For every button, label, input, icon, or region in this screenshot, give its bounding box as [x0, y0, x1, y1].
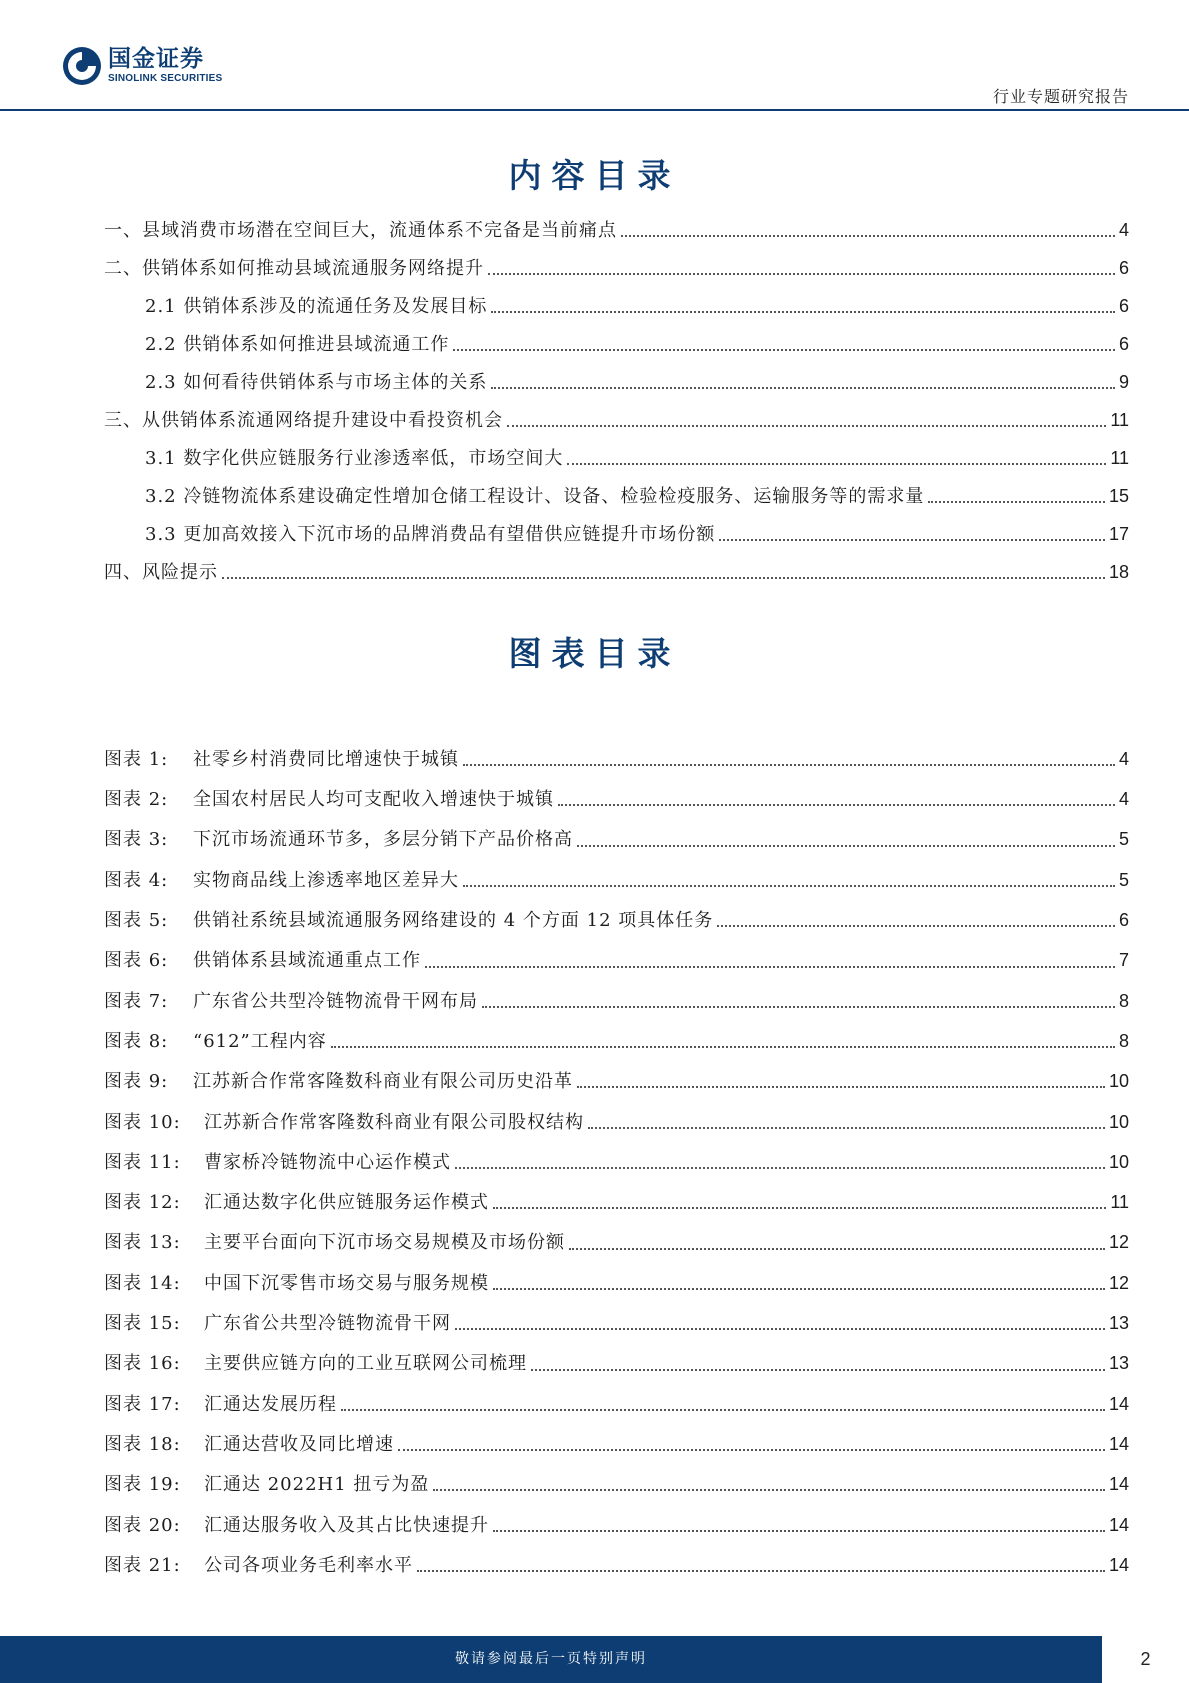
figure-entry-label: 图表 3: — [104, 829, 169, 851]
dot-leader — [493, 1288, 1105, 1290]
dot-leader — [453, 349, 1115, 351]
toc-entry[interactable] — [104, 251, 1129, 281]
toc-entry[interactable] — [145, 365, 1129, 395]
figure-entry-label: 图表 19: — [104, 1474, 181, 1496]
toc-entry-text: 三、从供销体系流通网络提升建设中看投资机会 — [104, 409, 503, 431]
figure-entry[interactable] — [104, 984, 1129, 1014]
figure-entry[interactable] — [104, 1508, 1129, 1538]
dot-leader — [491, 387, 1115, 389]
dot-leader — [433, 1489, 1105, 1491]
figure-entry[interactable] — [104, 1467, 1129, 1497]
figure-entry-page: 14 — [1108, 1554, 1129, 1575]
figure-entry-text: 下沉市场流通环节多，多层分销下产品价格高 — [193, 829, 573, 851]
toc-entry-text: 一、县域消费市场潜在空间巨大，流通体系不完备是当前痛点 — [104, 219, 617, 241]
figure-entry-text: 供销社系统县域流通服务网络建设的 4 个方面 12 项具体任务 — [193, 910, 714, 931]
figure-entry-label: 图表 7: — [104, 990, 169, 1012]
dot-leader — [455, 1328, 1105, 1330]
dot-leader — [567, 463, 1106, 465]
figure-entry-page: 13 — [1108, 1313, 1129, 1333]
figure-entry[interactable] — [104, 782, 1129, 812]
figure-entry-label: 图表 10: — [104, 1111, 181, 1133]
figure-entry-page: 6 — [1118, 910, 1129, 930]
contents-title: 内容目录 — [508, 156, 681, 195]
figure-entry-text: 社零乡村消费同比增速快于城镇 — [193, 748, 459, 770]
figure-entry-label: 图表 5: — [104, 910, 169, 931]
figure-entry-page: 12 — [1108, 1232, 1129, 1253]
toc-entry-text: 3.3 更加高效接入下沉市场的品牌消费品有望借供应链提升市场份额 — [145, 523, 716, 545]
dot-leader — [455, 1167, 1105, 1169]
figure-entry-text: 汇通达发展历程 — [204, 1393, 337, 1415]
figure-entry-label: 图表 8: — [104, 1030, 169, 1052]
dot-leader — [588, 1127, 1105, 1129]
sinolink-logo-icon — [62, 46, 102, 86]
logo-chinese-name: 国金证券 — [108, 46, 204, 72]
figure-entry[interactable] — [104, 1185, 1129, 1215]
figure-entry-page: 14 — [1108, 1514, 1129, 1535]
figure-entry-text: 江苏新合作常客隆数科商业有限公司股权结构 — [204, 1111, 584, 1133]
figure-entry-text: 主要供应链方向的工业互联网公司梳理 — [204, 1353, 527, 1375]
dot-leader — [577, 845, 1115, 847]
toc-entry-page: 6 — [1118, 257, 1129, 278]
dot-leader — [493, 1207, 1106, 1209]
toc-entry-page: 4 — [1118, 219, 1129, 240]
dot-leader — [488, 273, 1115, 275]
toc-entry-text: 2.2 供销体系如何推进县域流通工作 — [145, 333, 450, 355]
toc-entry[interactable] — [104, 213, 1129, 243]
figure-entry[interactable] — [104, 1105, 1129, 1135]
figure-entry-page: 8 — [1118, 990, 1129, 1011]
figure-entry-label: 图表 21: — [104, 1554, 181, 1576]
toc-entry-page: 15 — [1108, 485, 1129, 506]
toc-entry-text: 3.1 数字化供应链服务行业渗透率低，市场空间大 — [145, 447, 564, 469]
figure-entry-page: 14 — [1108, 1433, 1129, 1454]
figure-entry-page: 11 — [1110, 1192, 1129, 1213]
toc-entry-page: 6 — [1118, 333, 1129, 354]
figure-entry[interactable] — [104, 1347, 1129, 1377]
toc-entry-page: 11 — [1110, 409, 1129, 430]
report-type-label: 行业专题研究报告 — [992, 87, 1129, 106]
toc-entry[interactable] — [145, 327, 1129, 357]
dot-leader — [341, 1409, 1105, 1411]
toc-entry-page: 11 — [1110, 447, 1129, 468]
figure-entry[interactable] — [104, 944, 1129, 974]
figure-entry-label: 图表 14: — [104, 1272, 181, 1294]
dot-leader — [417, 1570, 1105, 1572]
figure-entry-text: 曹家桥冷链物流中心运作模式 — [204, 1151, 451, 1173]
figure-entry-page: 4 — [1118, 748, 1129, 769]
figure-entry-label: 图表 16: — [104, 1353, 181, 1375]
dot-leader — [463, 764, 1115, 766]
figure-entry-page: 10 — [1108, 1111, 1129, 1132]
toc-entry-text: 3.2 冷链物流体系建设确定性增加仓储工程设计、设备、检验检疫服务、运输服务等的需求量 — [145, 485, 925, 507]
figure-entry-label: 图表 13: — [104, 1232, 181, 1254]
figure-entry-label: 图表 12: — [104, 1192, 181, 1214]
figure-entry-label: 图表 6: — [104, 950, 169, 972]
figure-entry-text: 汇通达数字化供应链服务运作模式 — [204, 1192, 489, 1214]
figure-entry-text: 供销体系县域流通重点工作 — [193, 950, 421, 972]
figure-entry-page: 7 — [1118, 950, 1129, 971]
figure-entry-page: 12 — [1108, 1272, 1129, 1293]
logo-english-name: SINOLINK SECURITIES — [108, 73, 223, 84]
toc-entry-text: 2.1 供销体系涉及的流通任务及发展目标 — [145, 295, 488, 317]
dot-leader — [621, 235, 1115, 237]
dot-leader — [569, 1248, 1105, 1250]
dot-leader — [719, 539, 1105, 541]
toc-entry[interactable] — [145, 517, 1129, 547]
company-logo — [62, 46, 222, 86]
disclaimer-note: 敬请参阅最后一页特别声明 — [455, 1651, 647, 1667]
figure-entry-page: 10 — [1108, 1071, 1129, 1092]
figure-entry[interactable] — [104, 1024, 1129, 1054]
toc-entry-page: 17 — [1108, 523, 1129, 544]
figure-entry[interactable] — [104, 1427, 1129, 1457]
figure-entry-page: 5 — [1118, 869, 1129, 890]
dot-leader — [531, 1369, 1105, 1371]
dot-leader — [928, 501, 1105, 503]
toc-entry[interactable] — [104, 403, 1129, 433]
dot-leader — [558, 804, 1115, 806]
dot-leader — [463, 885, 1115, 887]
figure-entry-page: 10 — [1108, 1151, 1129, 1172]
figure-entry-text: 广东省公共型冷链物流骨干网 — [204, 1313, 451, 1334]
figure-entry[interactable] — [104, 903, 1129, 933]
figure-entry-page: 13 — [1108, 1353, 1129, 1374]
figure-entry-text: 全国农村居民人均可支配收入增速快于城镇 — [193, 789, 554, 811]
toc-entry[interactable] — [145, 479, 1129, 509]
figure-entry-label: 图表 11: — [104, 1151, 181, 1173]
figure-entry[interactable] — [104, 1145, 1129, 1175]
toc-entry[interactable] — [145, 289, 1129, 319]
figure-entry-label: 图表 15: — [104, 1313, 181, 1334]
figure-entry-text: 中国下沉零售市场交易与服务规模 — [204, 1272, 489, 1294]
page-header — [0, 0, 1189, 112]
dot-leader — [425, 966, 1115, 968]
figure-entry[interactable] — [104, 863, 1129, 893]
figure-entry-page: 4 — [1118, 789, 1129, 810]
figure-entry-label: 图表 20: — [104, 1514, 181, 1536]
figure-entry-label: 图表 4: — [104, 869, 169, 891]
figure-entry-label: 图表 17: — [104, 1393, 181, 1415]
toc-entry-page: 9 — [1118, 371, 1129, 392]
figure-entry[interactable] — [104, 1064, 1129, 1094]
figure-entry-label: 图表 9: — [104, 1071, 169, 1093]
page-number: 2 — [1140, 1649, 1151, 1669]
dot-leader — [331, 1046, 1115, 1048]
figure-entry-label: 图表 1: — [104, 748, 169, 770]
toc-entry[interactable] — [104, 555, 1129, 585]
figure-entry[interactable] — [104, 1387, 1129, 1417]
dot-leader — [491, 311, 1115, 313]
toc-entry-text: 2.3 如何看待供销体系与市场主体的关系 — [145, 371, 488, 393]
figure-entry[interactable] — [104, 1266, 1129, 1296]
figure-entry-page: 8 — [1118, 1030, 1129, 1051]
figure-entry-text: 主要平台面向下沉市场交易规模及市场份额 — [204, 1232, 565, 1254]
figure-entry-page: 5 — [1118, 829, 1129, 850]
dot-leader — [717, 925, 1115, 927]
dot-leader — [507, 425, 1106, 427]
dot-leader — [577, 1086, 1105, 1088]
figure-entry-text: 公司各项业务毛利率水平 — [204, 1554, 413, 1576]
figure-entry[interactable] — [104, 1226, 1129, 1256]
figure-entry-label: 图表 18: — [104, 1433, 181, 1455]
dot-leader — [222, 577, 1105, 579]
figure-entry[interactable] — [104, 823, 1129, 853]
toc-entry-page: 18 — [1108, 561, 1129, 582]
toc-entry[interactable] — [145, 441, 1129, 471]
toc-entry-page: 6 — [1118, 295, 1129, 316]
figure-entry[interactable] — [104, 1306, 1129, 1336]
header-divider — [0, 109, 1189, 111]
figure-entry-label: 图表 2: — [104, 789, 169, 811]
figure-entry-page: 14 — [1108, 1393, 1129, 1414]
figures-title: 图表目录 — [508, 634, 681, 673]
figure-entry-text: “612”工程内容 — [193, 1030, 327, 1052]
figure-entry-page: 14 — [1108, 1474, 1129, 1495]
dot-leader — [398, 1449, 1105, 1451]
page-footer — [0, 1636, 1189, 1683]
figure-entry-text: 实物商品线上渗透率地区差异大 — [193, 869, 459, 891]
toc-entry-text: 四、风险提示 — [104, 561, 218, 583]
figure-entry[interactable] — [104, 1548, 1129, 1578]
figure-entry-text: 广东省公共型冷链物流骨干网布局 — [193, 990, 478, 1012]
dot-leader — [493, 1530, 1105, 1532]
dot-leader — [482, 1006, 1115, 1008]
figure-entry-text: 汇通达营收及同比增速 — [204, 1433, 394, 1455]
figure-entry-text: 汇通达服务收入及其占比快速提升 — [204, 1514, 489, 1536]
figure-entry-text: 汇通达 2022H1 扭亏为盈 — [204, 1474, 430, 1496]
toc-entry-text: 二、供销体系如何推动县域流通服务网络提升 — [104, 257, 484, 279]
figure-entry[interactable] — [104, 742, 1129, 772]
figure-entry-text: 江苏新合作常客隆数科商业有限公司历史沿革 — [193, 1071, 573, 1093]
